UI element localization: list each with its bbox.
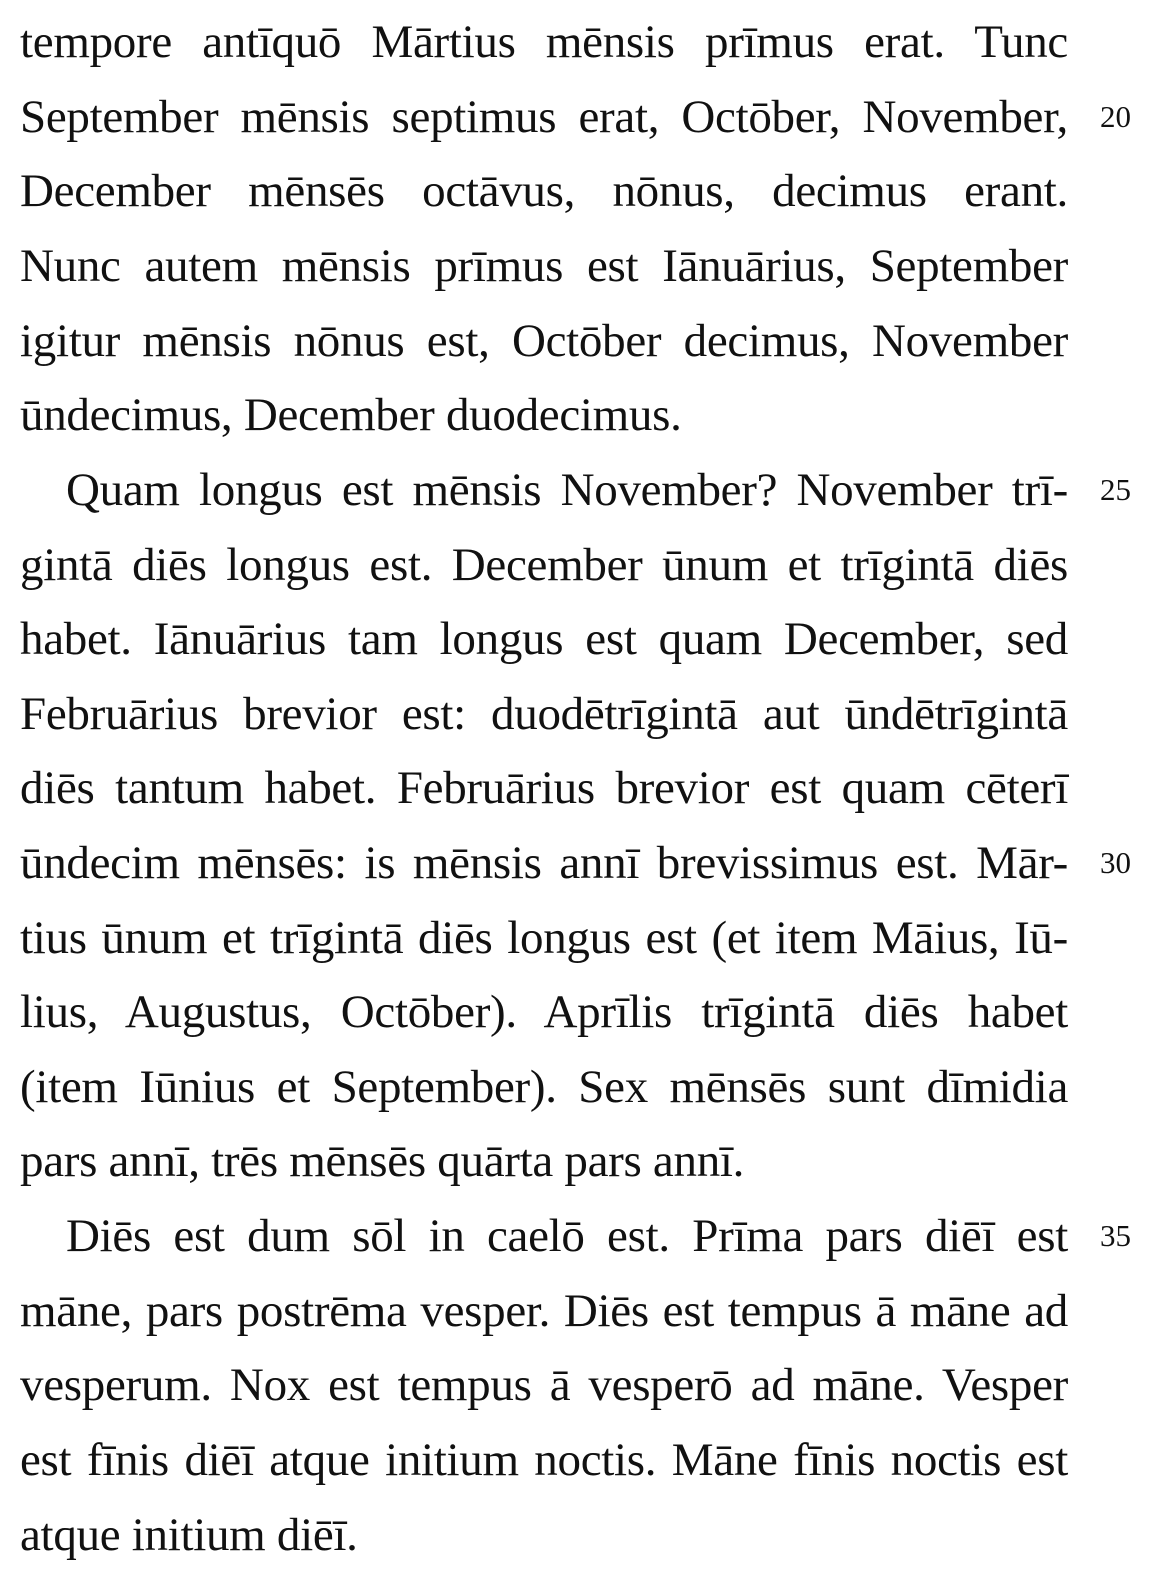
text-line: September mēnsis septimus erat, Octōber, November, bbox=[20, 91, 1068, 143]
text-line: gintā diēs longus est. December ūnum et trīgintā diēs bbox=[20, 539, 1068, 591]
text-line: vesperum. Nox est tempus ā vesperō ad māne. Vesper bbox=[20, 1359, 1068, 1411]
text-line: māne, pars postrēma vesper. Diēs est tempus ā māne ad bbox=[20, 1285, 1068, 1337]
margin-line-number: 30 bbox=[1100, 845, 1131, 880]
text-line: est fīnis diēī atque initium noctis. Māne fīnis noctis est bbox=[20, 1434, 1068, 1486]
text-line: lius, Augustus, Octōber). Aprīlis trīgintā diēs habet bbox=[20, 986, 1068, 1038]
text-line: ūndecim mēnsēs: is mēnsis annī brevissimus est. Mār- bbox=[20, 837, 1068, 889]
margin-line-number: 25 bbox=[1100, 472, 1131, 507]
margin-line-number: 20 bbox=[1100, 99, 1131, 134]
text-line: atque initium diēī. bbox=[20, 1509, 358, 1561]
text-line: (item Iūnius et September). Sex mēnsēs sunt dīmidia bbox=[20, 1061, 1068, 1113]
margin-line-number: 35 bbox=[1100, 1218, 1131, 1253]
text-line: Nunc autem mēnsis prīmus est Iānuārius, September bbox=[20, 240, 1068, 292]
text-line: Februārius brevior est: duodētrīgintā aut ūndētrīgintā bbox=[20, 688, 1068, 740]
text-line: tius ūnum et trīgintā diēs longus est (et item Māius, Iū- bbox=[20, 912, 1068, 964]
text-line: igitur mēnsis nōnus est, Octōber decimus, November bbox=[20, 315, 1068, 367]
text-line: pars annī, trēs mēnsēs quārta pars annī. bbox=[20, 1135, 745, 1187]
text-line: December mēnsēs octāvus, nōnus, decimus erant. bbox=[20, 165, 1068, 217]
text-line: tempore antīquō Mārtius mēnsis prīmus erat. Tunc bbox=[20, 16, 1068, 68]
text-line: Quam longus est mēnsis November? November trī- bbox=[66, 464, 1068, 516]
text-line: ūndecimus, December duodecimus. bbox=[20, 389, 682, 441]
text-line: diēs tantum habet. Februārius brevior est quam cēterī bbox=[20, 762, 1068, 814]
text-line: Diēs est dum sōl in caelō est. Prīma pars diēī est bbox=[66, 1210, 1068, 1262]
text-line: habet. Iānuārius tam longus est quam December, sed bbox=[20, 613, 1068, 665]
